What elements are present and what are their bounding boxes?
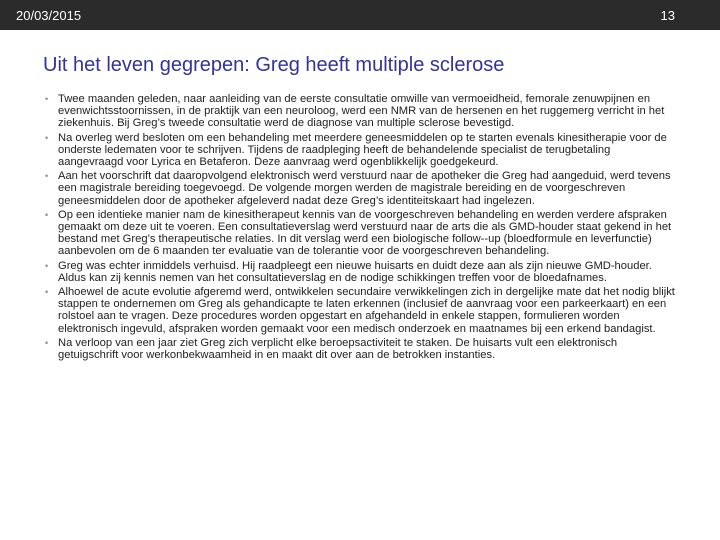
bullet-list — [45, 93, 675, 363]
bullet-item — [45, 209, 675, 258]
bullet-item — [45, 260, 675, 284]
bullet-text: Op een identieke manier nam de kinesitherapeut kennis van de voorgeschreven behandeling en werden verdere afspraken gemaakt om deze uit te voeren. Een consultatieverslag werd verstuurd naar de arts die als GMD-houder staat gekend in het bestand met Greg’s therapeutische relaties. In dit verslag werd een biologische follow--up (bloedformule en leverfunctie) aanbevolen om de 6 maanden ter evaluatie van de tolerantie voor de voorgeschreven behandeling. — [58, 208, 672, 258]
bullet-item — [45, 170, 675, 207]
bullet-text: Na overleg werd besloten om een behandeling met meerdere geneesmiddelen op te starten evenals kinesitherapie voor de onderste ledematen voor te schrijven. Tijdens de raadpleging heeft de behandelende specialist de terugbetaling aangevraagd voor Lyrica en Betaferon. Deze aanvraag werd ogenblikkelijk goedgekeurd. — [58, 131, 667, 169]
bullet-text: Aan het voorschrift dat daaropvolgend elektronisch werd verstuurd naar de apotheker die Greg had aangeduid, werd tevens een magistrale bereiding toegevoegd. De volgende morgen werden de magistrale bereiding en de voorgeschreven geneesmiddelen door de apotheker afgeleverd nadat deze Greg’s identiteitskaart had ingelezen. — [58, 170, 671, 207]
bullet-dot-icon: • — [45, 171, 49, 182]
bullet-text: Twee maanden geleden, naar aanleiding van de eerste consultatie omwille van vermoeidheid, femorale zenuwpijnen en evenwichtsstoornissen, in de praktijk van een neuroloog, werd een NMR van de hersenen en het ruggemerg verricht in het ziekenhuis. Bij Greg’s tweede consultatie werd de diagnose van multiple sclerose bevestigd. — [58, 93, 665, 130]
bullet-dot-icon: • — [45, 132, 49, 143]
slide-date: 20/03/2015 — [16, 8, 82, 23]
bullet-dot-icon: • — [45, 337, 49, 348]
bullet-text: Greg was echter inmiddels verhuisd. Hij raadpleegt een nieuwe huisarts en duidt deze aan als zijn nieuwe GMD-houder. Aldus kan zij kennis nemen van het consultatieverslag en de nodige schikkingen treffen voor de bloedafnames. — [58, 259, 652, 284]
bullet-dot-icon: • — [45, 260, 49, 271]
bullet-text: Alhoewel de acute evolutie afgeremd werd, ontwikkelen secundaire verwikkelingen zich in dergelijke mate dat het nodig blijkt stappen te ondernemen om Greg als gehandicapte te laten erkennen (inclusief de aanvraag voor een parkeerkaart) en een rolstoel aan te vragen. Deze procedures worden opgestart en afgehandeld in enkele stappen, formulieren worden elektronisch ingevuld, afspraken worden gemaakt voor een medisch onderzoek en maatnames bij een erkend bandagist. — [58, 286, 675, 335]
bullet-dot-icon: • — [45, 287, 49, 298]
bullet-dot-icon: • — [45, 209, 49, 220]
bullet-item — [45, 337, 675, 361]
bullet-item — [45, 286, 675, 335]
bullet-item — [45, 132, 675, 169]
slide-page-number: 13 — [660, 8, 675, 23]
header-bar — [0, 0, 720, 30]
bullet-text: Na verloop van een jaar ziet Greg zich verplicht elke beroepsactiviteit te staken. De huisarts vult een elektronisch getuigschrift voor werkonbekwaamheid in en maakt dit over aan de betrokken instanties. — [58, 336, 618, 362]
bullet-item — [45, 93, 675, 130]
bullet-dot-icon: • — [45, 94, 49, 104]
slide-title: Uit het leven gegrepen: Greg heeft multiple sclerose — [43, 54, 505, 76]
